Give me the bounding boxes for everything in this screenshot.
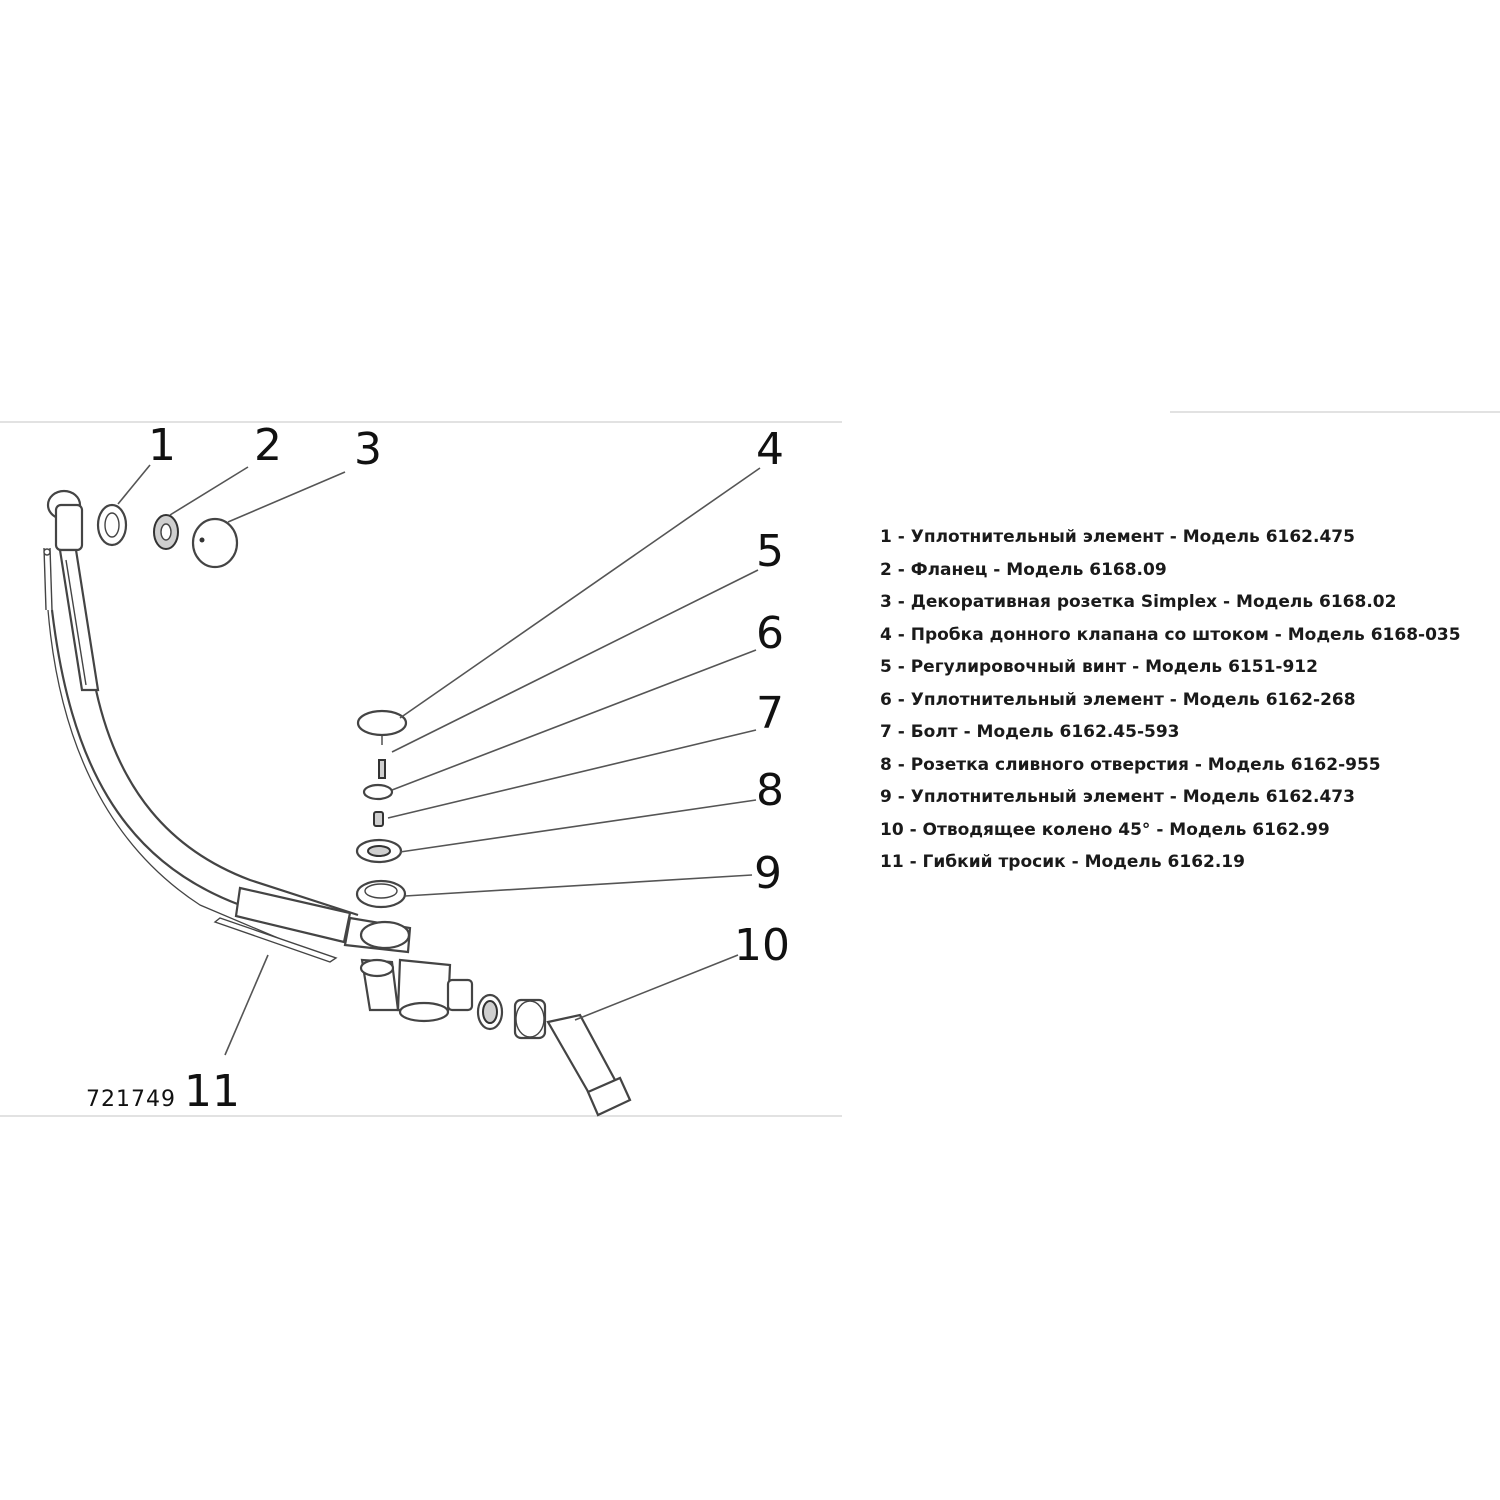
legend-item: 6 - Уплотнительный элемент - Модель 6162-268 — [880, 689, 1356, 710]
part-8-drain-rosette — [357, 840, 401, 862]
legend-item: 4 - Пробка донного клапана со штоком - Модель 6168-035 — [880, 624, 1461, 645]
callout-10: 10 — [734, 920, 790, 971]
callout-1: 1 — [148, 420, 176, 471]
leader-8 — [400, 800, 756, 852]
leader-7 — [388, 730, 756, 818]
leader-6 — [392, 650, 756, 790]
callout-7: 7 — [756, 688, 784, 739]
legend-item: 1 - Уплотнительный элемент - Модель 6162.475 — [880, 527, 1355, 547]
part-2-flange — [154, 515, 178, 549]
legend-item: 7 - Болт - Модель 6162.45-593 — [880, 722, 1180, 742]
outlet-nut — [478, 995, 502, 1029]
callout-4: 4 — [756, 424, 784, 475]
part-6-seal — [364, 785, 392, 799]
callout-6: 6 — [756, 608, 784, 659]
legend-item: 11 - Гибкий тросик - Модель 6162.19 — [880, 852, 1245, 872]
waste-body — [345, 918, 472, 1021]
legend-item: 5 - Регулировочный винт - Модель 6151-912 — [880, 657, 1318, 677]
legend-item: 3 - Декоративная розетка Simplex - Модель 6168.02 — [880, 592, 1397, 612]
part-7-bolt — [374, 812, 383, 826]
legend-item: 10 - Отводящее колено 45° - Модель 6162.99 — [880, 819, 1330, 840]
outlet-coupling — [515, 1000, 545, 1038]
leader-2 — [170, 467, 248, 515]
part-1-seal — [98, 505, 126, 545]
part-5-screw — [379, 760, 385, 778]
parts-legend — [880, 521, 1490, 879]
leader-1 — [118, 465, 150, 504]
leader-9 — [405, 875, 752, 896]
callout-9: 9 — [754, 848, 782, 899]
callout-3: 3 — [354, 424, 382, 475]
legend-item: 2 - Фланец - Модель 6168.09 — [880, 559, 1167, 580]
overflow-body — [48, 491, 98, 690]
flexible-cable-top — [44, 548, 52, 610]
document-number: 721749 — [86, 1087, 176, 1112]
callout-11: 11 — [184, 1066, 240, 1117]
outlet-elbow-45 — [548, 1015, 630, 1115]
part-4-plug — [358, 711, 406, 745]
callout-2: 2 — [254, 420, 282, 471]
part-9-seal — [357, 881, 405, 907]
callout-5: 5 — [756, 526, 784, 577]
part-3-rosette — [193, 519, 237, 567]
legend-item: 9 - Уплотнительный элемент - Модель 6162.473 — [880, 787, 1355, 807]
callout-8: 8 — [756, 765, 784, 816]
leader-4 — [400, 468, 760, 718]
leader-11 — [225, 955, 268, 1055]
leader-3 — [228, 472, 345, 522]
legend-item: 8 - Розетка сливного отверстия - Модель 6162-955 — [880, 754, 1381, 775]
leader-10 — [575, 955, 738, 1020]
